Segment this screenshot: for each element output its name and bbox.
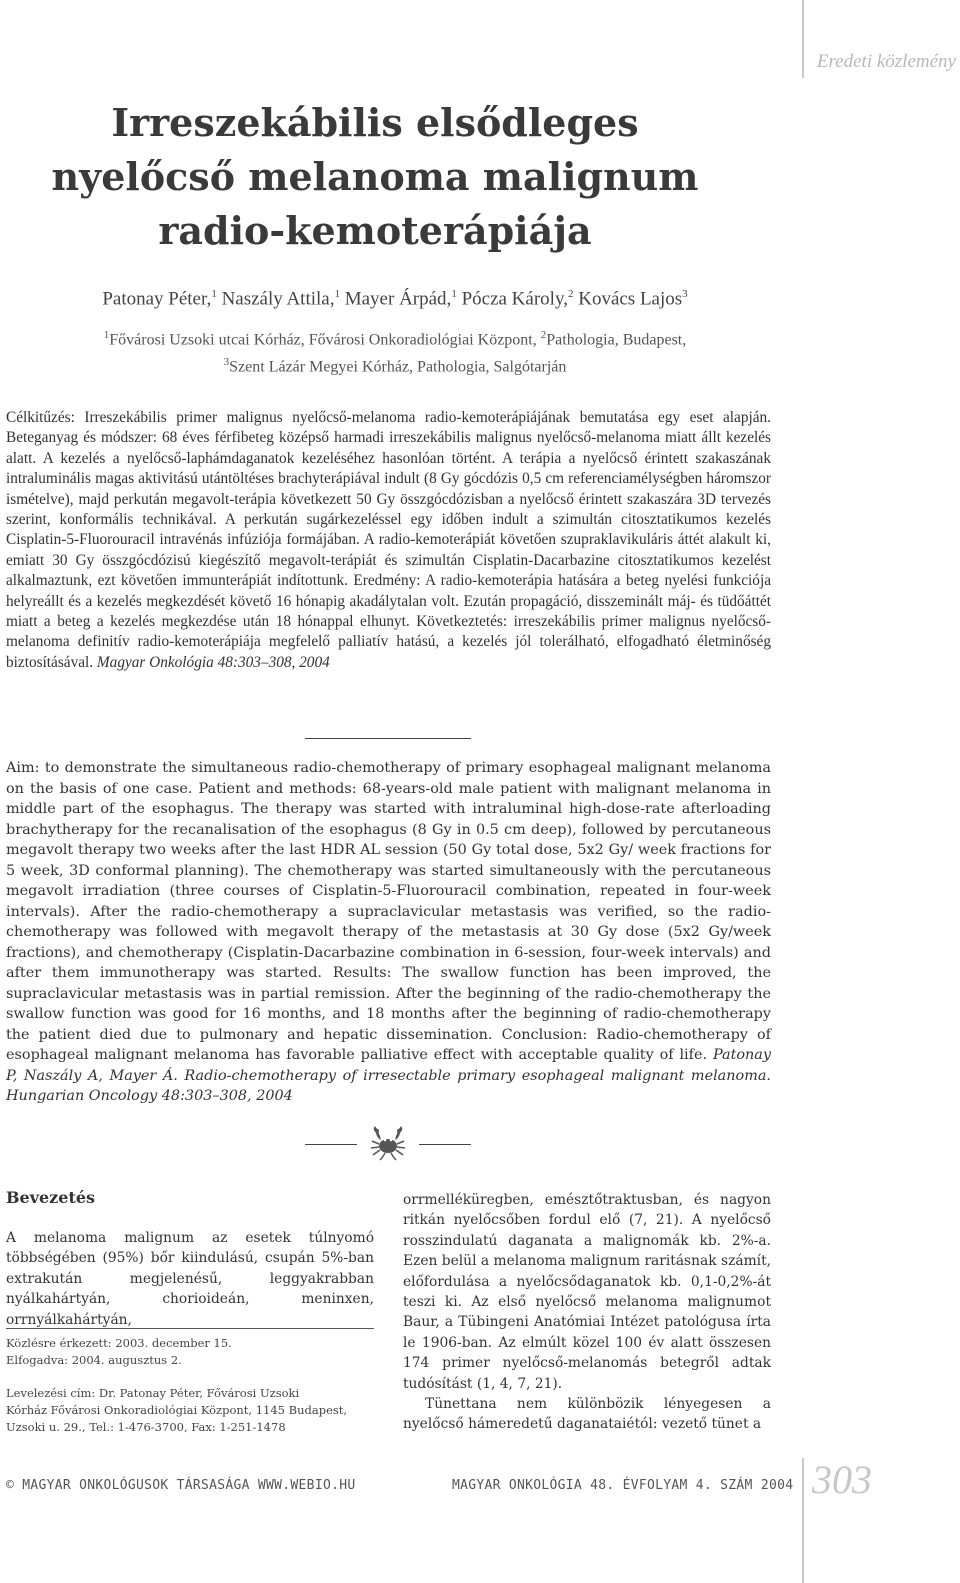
affil-text: Fővárosi Uzsoki utcai Kórház, Fővárosi Onkoradiológiai Központ, (109, 331, 541, 349)
author-affil-sup: 2 (567, 288, 574, 300)
affiliation-line-2 (0, 351, 790, 378)
author-affil-sup: 1 (451, 288, 457, 300)
correspondence-line: Kórház Fővárosi Onkoradiológiai Központ, 1145 Budapest, (6, 1403, 348, 1417)
section-heading: Bevezetés (6, 1188, 96, 1207)
author-affil-sup: 1 (211, 288, 217, 300)
body-text-right-column (403, 1190, 771, 1435)
hungarian-abstract-citation: Magyar Onkológia 48:303–308, 2004 (96, 653, 330, 671)
vertical-rule-footer (802, 1458, 804, 1583)
author-list (0, 288, 790, 310)
received-date: Közlésre érkezett: 2003. december 15. (6, 1336, 232, 1350)
article-title: Irreszekábilis elsődleges nyelőcső melanoma malignum radio-kemoterápiája (51, 100, 699, 253)
section-ornament (305, 1123, 471, 1163)
vertical-rule-top (802, 0, 804, 78)
author-name: Naszály Attila, (221, 288, 335, 310)
correspondence-line: Levelezési cím: Dr. Patonay Péter, Fővárosi Uzsoki (6, 1386, 300, 1400)
affiliations (0, 324, 790, 379)
page-number: 303 (812, 1457, 872, 1502)
affil-text: Pathologia, Budapest, (546, 331, 687, 349)
english-abstract (6, 758, 771, 1107)
author-affil-sup: 3 (682, 288, 688, 300)
hungarian-abstract (6, 408, 771, 673)
footer-society: © MAGYAR ONKOLÓGUSOK TÁRSASÁGA WWW.WEBIO.HU (6, 1478, 356, 1493)
author-name: Patonay Péter, (102, 288, 212, 310)
section-label: Eredeti közlemény (816, 51, 956, 72)
accepted-date: Elfogadva: 2004. augusztus 2. (6, 1353, 182, 1367)
notes-divider (6, 1328, 374, 1329)
affiliation-line-1 (0, 324, 790, 351)
affil-text: Szent Lázár Megyei Kórház, Pathologia, Salgótarján (229, 358, 567, 376)
author-name: Kovács Lajos (578, 288, 683, 310)
author-affil-sup: 1 (334, 288, 340, 300)
affil-sup: 1 (103, 329, 110, 341)
hungarian-abstract-text: Célkitűzés: Irreszekábilis primer malignus nyelőcső-melanoma radio-kemoterápiájának bemutatása egy eset alapján. Beteganyag és módszer: 68 éves férfibeteg középső harmadi irreszekábilis malignus nyelőcső-melanoma miatt állt kezelés alatt. A kezelés a nyelőcső-laphámdaganatok kezeléséhez hasonlóan történt. A terápia a nyelőcső érintett szakaszának intraluminális magas aktivitású utántöltéses brachyterápiával indult (8 Gy gócdózis 0,5 cm referenciamélységben háromszor ismételve), majd perkután megavolt-terápia következett 50 Gy összgócdózisban a nyelőcső érintett szakaszára 3D tervezés szerint, konformális technikával. A perkután sugárkezeléssel egy időben indult a szimultán citosztatikumos kezelés Cisplatin-5-Fluorouracil intravénás infúziója formájában. A radio-kemoterápiát követően szupraklavikuláris áttét alakult ki, emiatt 30 Gy összgócdózisú kiegészítő megavolt-terápiát és szimultán Cisplatin-Dacarbazine citosztatikumos kezelést alkalmaztunk, ezt követően immunterápiát indítottunk. Eredmény: A radio-kemoterápia hatására a beteg nyelési funkciója helyreállt és a kezelés megkezdését követő 16 hónapig akadálytalan volt. Ezután propagáció, disszeminált máj- és tüdőáttét miatt a beteg a kezelés megkezdése után 18 hónappal elhunyt. Következtetés: irreszekábilis primer malignus nyelőcső-melanoma definitív radio-kemoterápiája megfelelő palliatív hatású, a kezelés jól tolerálható, elfogadható életminőség biztosításával. (6, 409, 771, 671)
correspondence-line: Uzsoki u. 29., Tel.: 1-476-3700, Fax: 1-251-1478 (6, 1420, 286, 1434)
crab-icon (368, 1123, 408, 1163)
author-name: Pócza Károly, (461, 288, 568, 310)
affil-sup: 3 (223, 356, 230, 369)
footer-journal: MAGYAR ONKOLÓGIA 48. ÉVFOLYAM 4. SZÁM 2004 (452, 1478, 794, 1493)
body-text-left-column: A melanoma malignum az esetek túlnyomó többségében (95%) bőr kiindulású, csupán 5%-ban extrakután megjelenésű, leggyakrabban nyálkahártyán, chorioideán, meninxen, orrnyálkahártyán, (6, 1230, 374, 1328)
author-name: Mayer Árpád, (344, 288, 452, 310)
abstract-divider (305, 738, 471, 739)
ornament-line-right (419, 1144, 471, 1145)
affil-sup: 2 (540, 329, 547, 341)
english-abstract-citation: Patonay P, Naszály A, Mayer Á. Radio-chemotherapy of irresectable primary esophageal malignant melanoma. Hungarian Oncology 48:303–308, 2004 (6, 1047, 771, 1104)
ornament-line-left (305, 1144, 357, 1145)
body-paragraph: orrmelléküregben, emésztőtraktusban, és nagyon ritkán nyelőcsőben fordul elő (7, 21). A nyelőcső rosszindulatú daganata a malignomák kb. 2%-a. Ezen belül a melanoma malignum raritásnak számít, előfordulása a nyelőcsődaganatok kb. 0,1-0,2%-át teszi ki. Az első nyelőcső melanoma malignumot Baur, a Tübingeni Anatómiai Intézet patológusa írta le 1906-ban. Az elmúlt közel 100 év alatt összesen 174 primer nyelőcső-melanomás betegről adtak tudósítást (1, 4, 7, 21). (403, 1192, 771, 1392)
english-abstract-text: Aim: to demonstrate the simultaneous radio-chemotherapy of primary esophageal malignant melanoma on the basis of one case. Patient and methods: 68-years-old male patient with malignant melanoma in middle part of the esophagus. The therapy was started with intraluminal high-dose-rate afterloading brachytherapy for the recanalisation of the esophagus (8 Gy in 0.5 cm deep), followed by percutaneous megavolt therapy two weeks after the last HDR AL session (50 Gy total dose, 5x2 Gy/ week fractions for 5 week, 3D conformal planning). The chemotherapy was started simultaneously with the percutaneous megavolt irradiation (three courses of Cisplatin-5-Fluorouracil combination, repeated in four-week intervals). After the radio-chemotherapy a supraclavicular metastasis was verified, so the radio-chemotherapy was followed with megavolt therapy of the metastasis at 30 Gy dose (5x2 Gy/week fractions), and chemotherapy (Cisplatin-Dacarbazine combination in 6-session, four-week intervals) and after them immunotherapy was started. Results: The swallow function has been improved, the supraclavicular metastasis was in partial remission. After the beginning of the radio-chemotherapy the swallow function was good for 16 months, and 18 months after the beginning of radio-chemotherapy the patient died due to pulmonary and hepatic dissemination. Conclusion: Radio-chemotherapy of esophageal malignant melanoma has favorable palliative effect with acceptable quality of life. (6, 760, 771, 1063)
body-paragraph: Tünettana nem különbözik lényegesen a nyelőcső hámeredetű daganataiétól: vezető tünet a (403, 1396, 771, 1433)
